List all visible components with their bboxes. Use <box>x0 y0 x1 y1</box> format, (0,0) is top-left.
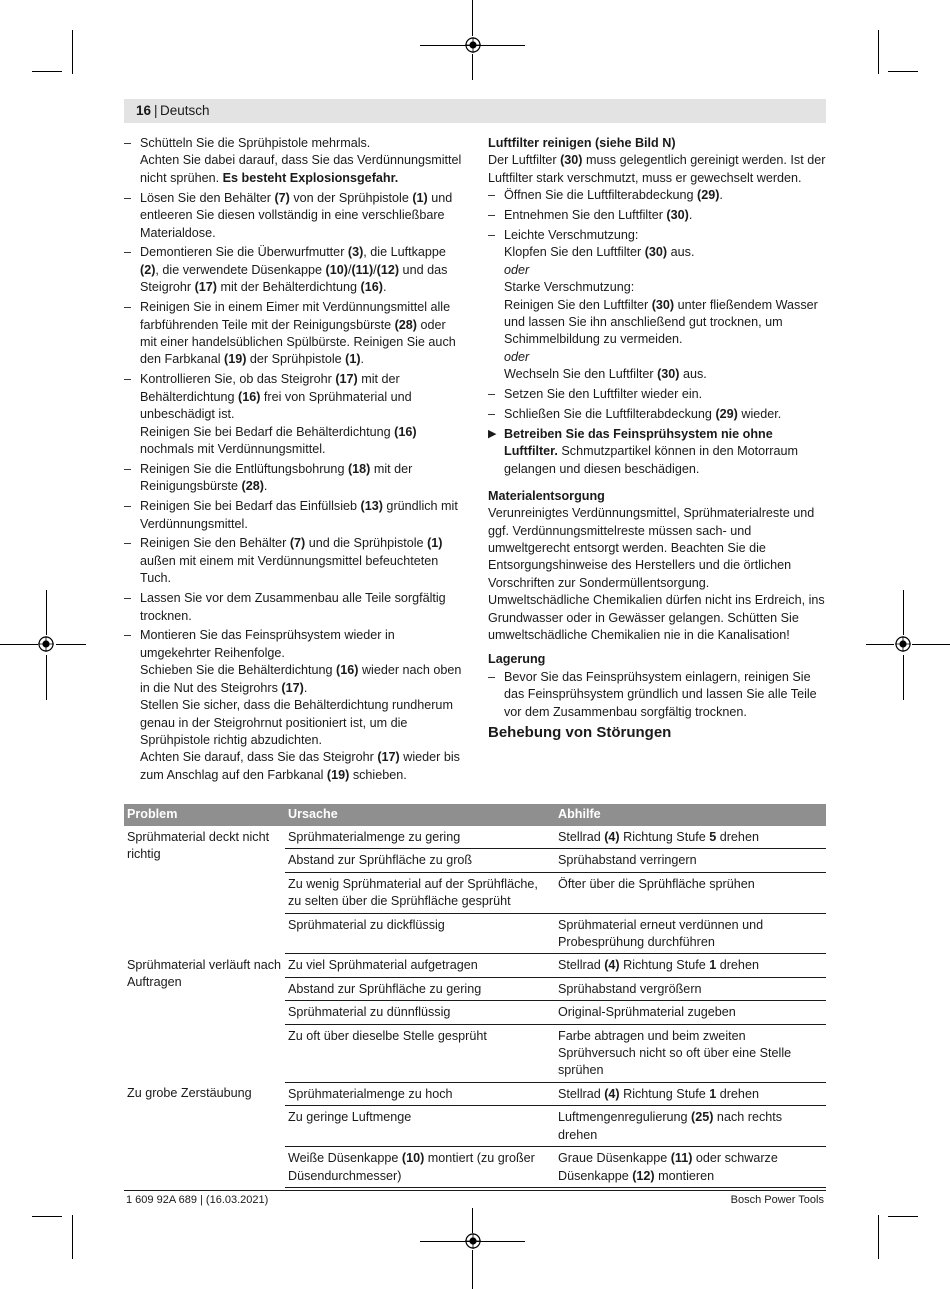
list-item-text: Montieren Sie das Feinsprühsystem wieder in umgekehrter Reihenfolge. <box>140 628 395 660</box>
crop-mark <box>472 1208 473 1233</box>
bullet-dash: – <box>488 208 496 223</box>
storage-steps <box>488 669 828 721</box>
brand-name: Bosch Power Tools <box>730 1194 824 1206</box>
crop-mark <box>56 644 86 645</box>
storage-step <box>488 669 828 721</box>
list-item-text: Lösen Sie den Behälter (7) von der Sprühpistole (1) und entleeren Sie diesen vollständig in eine verschließbare Materialdose. <box>140 190 453 240</box>
remedy-cell: Sprühabstand verringern <box>555 849 826 872</box>
crop-mark <box>472 1250 473 1289</box>
cleaning-steps-column <box>124 135 462 787</box>
air-filter-step <box>488 207 828 224</box>
problem-cell: Sprühmaterial deckt nicht richtig <box>127 830 270 862</box>
list-item-text: Reinigen Sie bei Bedarf das Einfüllsieb (13) gründlich mit Verdünnungsmittel. <box>140 499 458 531</box>
warning-triangle-icon: ▶ <box>488 428 497 440</box>
air-filter-step <box>488 406 828 423</box>
crop-mark <box>888 71 918 72</box>
page-footer <box>124 1190 826 1206</box>
remedy-cell: Stellrad (4) Richtung Stufe 1 drehen <box>555 954 826 977</box>
storage-heading: Lagerung <box>488 652 546 667</box>
cleaning-step <box>124 190 462 242</box>
cleaning-step <box>124 244 462 296</box>
column-header-remedy: Abhilfe <box>555 804 826 826</box>
problem-cell: Sprühmaterial verläuft nach Auftragen <box>127 957 282 990</box>
crop-mark <box>72 30 73 74</box>
air-filter-intro: Der Luftfilter (30) muss gelegentlich gereinigt werden. Ist der Luftfilter stark verschmutzt, muss er gewechselt werden. <box>488 153 826 185</box>
crop-mark <box>46 590 47 635</box>
table-header-row <box>124 804 826 826</box>
cleaning-step <box>124 135 462 187</box>
list-item-text: Bevor Sie das Feinsprühsystem einlagern, reinigen Sie das Feinsprühsystem gründlich und lassen Sie alle Teile vor dem Zusammenbau sorgfältig trocknen. <box>504 669 817 719</box>
bullet-dash: – <box>488 669 496 684</box>
disposal-paragraph: Umweltschädliche Chemikalien dürfen nicht ins Erdreich, ins Grundwasser oder in Gewässer gelangen. Schütten Sie umweltschädliche Chemikalien nie in die Kanalisation! <box>488 593 825 642</box>
column-header-cause: Ursache <box>285 804 555 826</box>
list-item-text: Schütteln Sie die Sprühpistole mehrmals. <box>140 136 371 150</box>
cleaning-step <box>124 299 462 369</box>
crop-mark <box>46 655 47 700</box>
air-filter-steps <box>488 187 828 423</box>
crop-mark <box>903 655 904 700</box>
cause-cell: Zu wenig Sprühmaterial auf der Sprühfläche, zu selten über die Sprühfläche gesprüht <box>285 872 555 913</box>
language-label: Deutsch <box>160 103 210 118</box>
cleaning-step <box>124 590 462 625</box>
disposal-heading: Materialentsorgung <box>488 488 605 503</box>
troubleshooting-heading: Behebung von Störungen <box>488 723 672 741</box>
list-item-text: Reinigen Sie den Behälter (7) und die Sprühpistole (1) außen mit einem mit Verdünnungsmittel befeuchteten Tuch. <box>140 536 443 586</box>
crop-mark <box>878 1215 879 1259</box>
document-number: 1 609 92A 689 | (16.03.2021) <box>126 1194 269 1206</box>
remedy-cell: Sprühmaterial erneut verdünnen und Probesprühung durchführen <box>555 913 826 954</box>
right-column <box>488 135 828 741</box>
problem-cell: Zu grobe Zerstäubung <box>127 1086 252 1101</box>
bullet-dash: – <box>488 407 496 422</box>
cleaning-step <box>124 535 462 587</box>
cause-cell: Sprühmaterialmenge zu gering <box>285 826 555 849</box>
crop-mark <box>903 590 904 635</box>
list-item-text: Öffnen Sie die Luftfilterabdeckung (29). <box>504 188 723 203</box>
cause-cell: Abstand zur Sprühfläche zu gering <box>285 977 555 1000</box>
cause-cell: Sprühmaterial zu dünnflüssig <box>285 1001 555 1024</box>
list-item-text: Achten Sie dabei darauf, dass Sie das Verdünnungsmittel nicht sprühen. Es besteht Explosionsgefahr. <box>140 153 462 185</box>
list-item-text: Schließen Sie die Luftfilterabdeckung (29) wieder. <box>504 407 782 422</box>
list-item-text: Reinigen Sie in einem Eimer mit Verdünnungsmittel alle farbführenden Teile mit der Reinigungsbürste (28) oder mit einer handelsüblichen Spülbürste. Reinigen Sie auch den Farbkanal (19) der Sprühpistole (1). <box>140 300 456 367</box>
header-separator: | <box>154 103 158 118</box>
column-header-problem: Problem <box>124 804 285 826</box>
bullet-dash: – <box>124 499 132 514</box>
list-item-text: oder <box>504 262 530 277</box>
cause-cell: Zu viel Sprühmaterial aufgetragen <box>285 954 555 977</box>
bullet-dash: – <box>124 300 132 315</box>
cleaning-step <box>124 627 462 784</box>
cleaning-step <box>124 461 462 496</box>
bullet-dash: – <box>488 387 496 402</box>
air-filter-step <box>488 187 828 204</box>
page-number: 16 <box>136 103 152 118</box>
remedy-cell: Sprühabstand vergrößern <box>555 977 826 1000</box>
bullet-dash: – <box>488 188 496 203</box>
cause-cell: Zu oft über dieselbe Stelle gesprüht <box>285 1024 555 1082</box>
cause-cell: Sprühmaterial zu dickflüssig <box>285 913 555 954</box>
page-header <box>124 99 826 123</box>
crop-mark <box>912 644 950 645</box>
list-item-text: Reinigen Sie den Luftfilter (30) unter fließendem Wasser und lassen Sie ihn anschließend gut trocknen, um Schimmelbildung zu vermeiden. <box>504 297 818 347</box>
bullet-dash: – <box>124 190 132 205</box>
bullet-dash: – <box>488 228 496 243</box>
cause-cell: Zu geringe Luftmenge <box>285 1106 555 1147</box>
air-filter-step <box>488 386 828 403</box>
remedy-cell: Stellrad (4) Richtung Stufe 1 drehen <box>555 1082 826 1105</box>
list-item-text: Entnehmen Sie den Luftfilter (30). <box>504 208 693 223</box>
warning-text: Betreiben Sie das Feinsprühsystem nie ohne Luftfilter. Schmutzpartikel können in den Motorraum gelangen und diesen beschädigen. <box>504 427 798 476</box>
crop-mark <box>72 1215 73 1259</box>
remedy-cell: Stellrad (4) Richtung Stufe 5 drehen <box>555 826 826 849</box>
cause-cell: Sprühmaterialmenge zu hoch <box>285 1082 555 1105</box>
crop-mark <box>0 644 38 645</box>
crop-mark <box>472 0 473 36</box>
list-item-text: Leichte Verschmutzung: <box>504 228 639 243</box>
list-item-text: Achten Sie darauf, dass Sie das Steigrohr (17) wieder bis zum Anschlag auf den Farbkanal (19) schieben. <box>140 750 460 782</box>
registration-mark-icon <box>895 636 911 652</box>
registration-mark-icon <box>465 1233 481 1249</box>
troubleshooting-table <box>124 804 826 1188</box>
table-body <box>124 826 826 1187</box>
cause-cell: Abstand zur Sprühfläche zu groß <box>285 849 555 872</box>
list-item-text: Wechseln Sie den Luftfilter (30) aus. <box>504 367 707 382</box>
list-item-text: Reinigen Sie die Entlüftungsbohrung (18) mit der Reinigungsbürste (28). <box>140 461 413 494</box>
bullet-dash: – <box>124 372 132 387</box>
remedy-cell: Farbe abtragen und beim zweiten Sprühversuch nicht so oft über eine Stelle sprühen <box>555 1024 826 1082</box>
cleaning-step <box>124 371 462 458</box>
air-filter-warning <box>488 426 828 478</box>
crop-mark <box>32 71 62 72</box>
crop-mark <box>32 1216 62 1217</box>
list-item-text: Reinigen Sie bei Bedarf die Behälterdichtung (16) nochmals mit Verdünnungsmittel. <box>140 424 417 456</box>
registration-mark-icon <box>465 37 481 53</box>
crop-mark <box>878 30 879 74</box>
bullet-dash: – <box>124 245 132 260</box>
list-item-text: Demontieren Sie die Überwurfmutter (3), die Luftkappe (2), die verwendete Düsenkappe (10)/(11)/(12) und das Steigrohr (17) mit der Behälterdichtung (16). <box>140 245 448 295</box>
table-row <box>124 954 826 977</box>
cleaning-step <box>124 498 462 533</box>
cause-cell: Weiße Düsenkappe (10) montiert (zu großer Düsendurchmesser) <box>285 1147 555 1188</box>
table-row <box>124 826 826 849</box>
list-item-text: Klopfen Sie den Luftfilter (30) aus. <box>504 245 695 260</box>
list-item-text: Lassen Sie vor dem Zusammenbau alle Teile sorgfältig trocknen. <box>140 591 446 623</box>
remedy-cell: Graue Düsenkappe (11) oder schwarze Düsenkappe (12) montieren <box>555 1147 826 1188</box>
list-item-text: Stellen Sie sicher, dass die Behälterdichtung rundherum genau in der Steigrohrnut positioniert ist, um die Sprühpistole richtig abzudichten. <box>140 698 453 747</box>
bullet-dash: – <box>124 461 132 476</box>
registration-mark-icon <box>38 636 54 652</box>
bullet-dash: – <box>124 536 132 551</box>
list-item-text: oder <box>504 349 530 364</box>
remedy-cell: Original-Sprühmaterial zugeben <box>555 1001 826 1024</box>
list-item-text: Setzen Sie den Luftfilter wieder ein. <box>504 387 703 402</box>
crop-mark <box>888 1216 918 1217</box>
air-filter-step <box>488 227 828 384</box>
air-filter-heading: Luftfilter reinigen (siehe Bild N) <box>488 136 676 150</box>
list-item-text: Kontrollieren Sie, ob das Steigrohr (17) mit der Behälterdichtung (16) frei von Sprühmaterial und unbeschädigt ist. <box>140 372 412 422</box>
bullet-dash: – <box>124 591 132 606</box>
list-item-text: Schieben Sie die Behälterdichtung (16) wieder nach oben in die Nut des Steigrohrs (17). <box>140 663 462 695</box>
bullet-dash: – <box>124 628 132 643</box>
table-row <box>124 1082 826 1105</box>
crop-mark <box>866 644 894 645</box>
remedy-cell: Öfter über die Sprühfläche sprühen <box>555 872 826 913</box>
bullet-dash: – <box>124 136 132 150</box>
disposal-paragraph: Verunreinigtes Verdünnungsmittel, Sprühmaterialreste und ggf. Verdünnungsmittelreste müssen sach- und umweltgerecht entsorgt werden. Beachten Sie die Entsorgungshinweise des Herstellers und die örtlichen Vorschriften zur Sondermüllentsorgung. <box>488 506 815 590</box>
remedy-cell: Luftmengenregulierung (25) nach rechts drehen <box>555 1106 826 1147</box>
list-item-text: Starke Verschmutzung: <box>504 280 635 295</box>
crop-mark <box>472 54 473 80</box>
